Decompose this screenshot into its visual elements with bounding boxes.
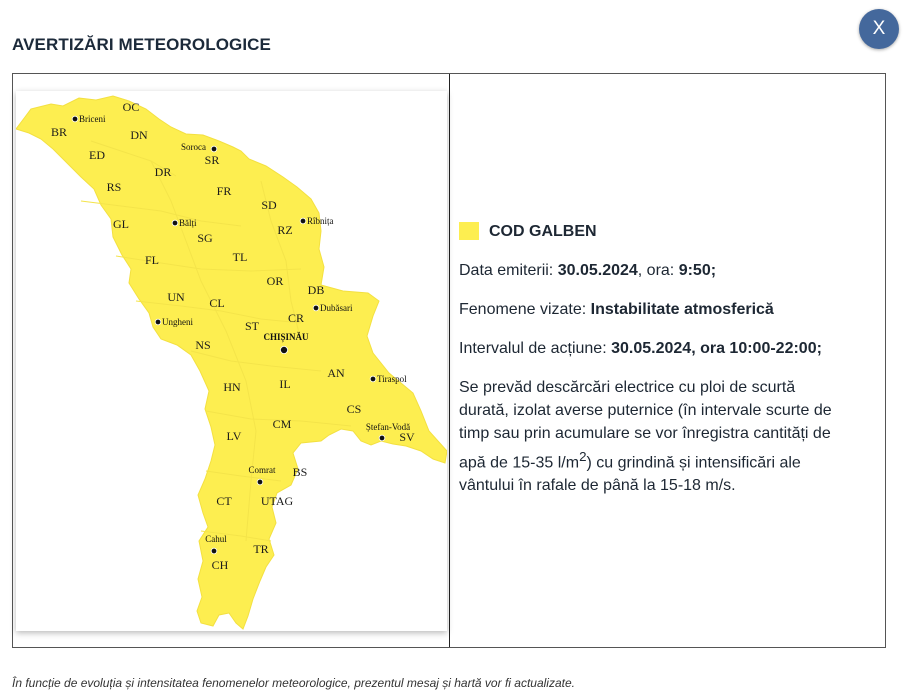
region-label-dn: DN: [130, 128, 148, 142]
issued-time-label: , ora:: [637, 262, 675, 279]
phenomena-label: Fenomene vizate:: [459, 301, 587, 318]
city-label: Soroca: [181, 142, 206, 152]
issued-date: 30.05.2024: [557, 262, 638, 279]
city-label: Tiraspol: [377, 374, 407, 384]
city-marker-icon: [300, 218, 306, 224]
interval-line: [459, 337, 839, 360]
city-label: Bălți: [179, 218, 197, 228]
city-marker-icon: [72, 116, 78, 122]
region-label-lv: LV: [226, 429, 242, 443]
close-button[interactable]: X: [859, 9, 899, 49]
warning-info: [459, 219, 839, 513]
region-label-ed: ED: [89, 148, 105, 162]
map-cell: [13, 74, 450, 647]
region-label-rs: RS: [106, 180, 122, 194]
city-marker-icon: [211, 548, 217, 554]
region-label-or: OR: [266, 274, 284, 288]
region-label-ns: NS: [195, 338, 211, 352]
phenomena-value: Instabilitate atmosferică: [590, 301, 774, 318]
region-label-an: AN: [327, 366, 345, 380]
phenomena-line: [459, 298, 839, 321]
region-label-gl: GL: [113, 217, 129, 231]
moldova-map-svg: [16, 91, 447, 631]
description-part1: Se prevăd descărcări electrice cu ploi de scurtă durată, izolat averse puternice (în intervale scurte de timp sau prin acumulare se vor înregistra cantități de apă de 15-35 l/m: [459, 379, 832, 472]
region-label-db: DB: [307, 283, 325, 297]
city-marker-icon: [370, 376, 376, 382]
city-marker-icon: [172, 220, 178, 226]
interval-value: 30.05.2024, ora 10:00-22:00;: [611, 340, 822, 357]
city-label: Ștefan-Vodă: [365, 422, 411, 432]
region-label-fr: FR: [216, 184, 232, 198]
warning-code: [459, 219, 839, 243]
city-marker-icon: [155, 319, 161, 325]
region-label-br: BR: [50, 125, 68, 139]
city-marker-icon: [313, 305, 319, 311]
city-label: Briceni: [79, 114, 106, 124]
region-label-ch: CH: [211, 558, 229, 572]
city-marker-icon: [211, 146, 217, 152]
issued-line: [459, 259, 839, 282]
region-label-tl: TL: [232, 250, 248, 264]
warning-description: [459, 376, 839, 497]
city-marker-icon: [257, 479, 263, 485]
region-label-cs: CS: [346, 402, 362, 416]
warning-panel: [12, 73, 886, 648]
region-label-cl: CL: [209, 296, 225, 310]
moldova-territory: [16, 96, 447, 629]
region-label-sr: SR: [204, 153, 220, 167]
region-label-il: IL: [279, 377, 291, 391]
city-label: Rîbnița: [307, 216, 334, 226]
region-label-tr: TR: [253, 542, 269, 556]
region-label-fl: FL: [144, 253, 160, 267]
region-label-dr: DR: [154, 165, 172, 179]
region-label-oc: OC: [122, 100, 140, 114]
code-label: COD GALBEN: [489, 222, 597, 240]
region-label-cm: CM: [272, 417, 292, 431]
region-label-sd: SD: [261, 198, 277, 212]
region-label-sg: SG: [197, 231, 213, 245]
interval-label: Intervalul de acțiune:: [459, 340, 607, 357]
description-part2: ) cu grindină și intensificări ale vântului în rafale de până la 15-18 m/s.: [459, 454, 801, 495]
page-title: AVERTIZĂRI METEOROLOGICE: [12, 35, 271, 54]
description-sup: 2: [579, 449, 587, 464]
city-marker-icon: [280, 346, 287, 353]
region-label-sv: SV: [399, 430, 415, 444]
footnote: În funcție de evoluția și intensitatea fenomenelor meteorologice, prezentul mesaj și hartă vor fi actualizate.: [12, 676, 575, 690]
region-label-hn: HN: [223, 380, 241, 394]
region-label-rz: RZ: [277, 223, 293, 237]
city-label: Cahul: [205, 534, 227, 544]
region-label-bs: BS: [292, 465, 308, 479]
city-label: Comrat: [248, 465, 276, 475]
region-label-un: UN: [167, 290, 185, 304]
city-label: CHIȘINĂU: [263, 332, 309, 342]
city-marker-icon: [379, 435, 385, 441]
city-label: Ungheni: [162, 317, 193, 327]
issued-time: 9:50;: [678, 262, 717, 279]
yellow-swatch: [459, 222, 479, 240]
region-label-utag: UTAG: [260, 494, 294, 508]
region-label-ct: CT: [216, 494, 232, 508]
city-label: Dubăsari: [320, 303, 353, 313]
issued-label: Data emiterii:: [459, 262, 554, 279]
warning-map: [16, 91, 447, 631]
region-label-cr: CR: [287, 311, 305, 325]
region-label-st: ST: [244, 319, 260, 333]
